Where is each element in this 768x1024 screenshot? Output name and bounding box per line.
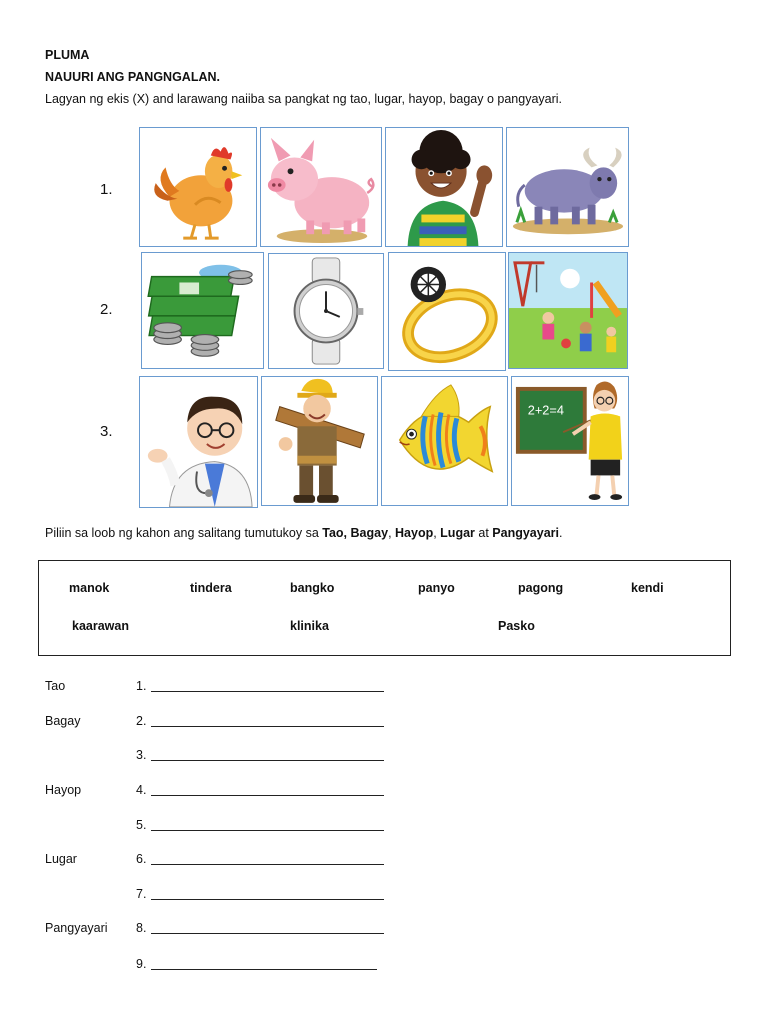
ring-picture[interactable] [388, 252, 506, 371]
chicken-icon [140, 128, 256, 246]
instruction-2-sep-3: at [474, 526, 493, 540]
instruction-2-sep-1: , [388, 526, 396, 540]
answer-blank[interactable] [151, 933, 384, 934]
boy-icon [386, 128, 502, 246]
answer-blank[interactable] [151, 899, 384, 900]
doctor-picture[interactable] [139, 376, 258, 508]
word-option: Pasko [498, 619, 535, 633]
wristwatch-icon [269, 254, 383, 368]
category-label-hayop: Hayop [45, 783, 82, 797]
chalkboard-equation: 2+2=4 [527, 402, 564, 418]
answer-blank[interactable] [151, 691, 384, 692]
instruction-2-prefix: Piliin sa loob ng kahon ang salitang tumutukoy sa [45, 526, 323, 540]
answer-row [136, 887, 384, 901]
answer-row [136, 783, 384, 797]
answer-blank[interactable] [151, 760, 384, 761]
instruction-2 [45, 526, 562, 540]
category-label-pangyayari: Pangyayari [45, 921, 108, 935]
category-label-tao: Tao [45, 679, 66, 693]
word-option: tindera [190, 581, 232, 595]
answer-number: 3. [136, 748, 147, 762]
word-option: panyo [418, 581, 455, 595]
answer-row [136, 748, 384, 762]
instruction-2-pangyayari: Pangyayari [492, 526, 559, 540]
category-label-bagay: Bagay [45, 714, 81, 728]
instruction-2-sep-2: , [433, 526, 441, 540]
instruction-text: Lagyan ng ekis (X) and larawang naiiba sa pangkat ng tao, lugar, hayop, bagay o pangyayari. [45, 92, 563, 106]
playground-icon [509, 253, 627, 368]
answer-row [136, 957, 377, 971]
category-label-lugar: Lugar [45, 852, 77, 866]
worksheet-title: PLUMA [45, 48, 90, 62]
word-option: manok [69, 581, 110, 595]
instruction-2-end: . [559, 526, 563, 540]
worksheet-subtitle: NAUURI ANG PANGNGALAN. [45, 70, 220, 84]
teacher-picture[interactable] [511, 376, 629, 506]
word-option: kaarawan [72, 619, 129, 633]
answer-number: 9. [136, 957, 147, 971]
answer-number: 7. [136, 887, 147, 901]
fish-picture[interactable] [381, 376, 508, 506]
playground-picture[interactable] [508, 252, 628, 369]
instruction-2-tao: Tao, [322, 526, 348, 540]
fish-icon [382, 377, 507, 505]
watch-picture[interactable] [268, 253, 384, 369]
word-option: pagong [518, 581, 564, 595]
teacher-icon [512, 377, 628, 505]
answer-number: 1. [136, 679, 147, 693]
word-box [38, 560, 731, 656]
answer-row [136, 714, 384, 728]
answer-blank[interactable] [151, 969, 377, 970]
row-number-2: 2. [100, 301, 113, 318]
answer-number: 5. [136, 818, 147, 832]
answer-blank[interactable] [151, 830, 384, 831]
answer-number: 4. [136, 783, 147, 797]
instruction-2-lugar: Lugar [440, 526, 475, 540]
carpenter-icon [262, 377, 377, 505]
money-picture[interactable] [141, 252, 264, 369]
row-number-3: 3. [100, 423, 113, 440]
answer-row [136, 679, 384, 693]
money-stack-icon [142, 253, 263, 368]
answer-row [136, 818, 384, 832]
pig-icon [261, 128, 381, 246]
boy-picture[interactable] [385, 127, 503, 247]
answer-row [136, 852, 384, 866]
row-number-1: 1. [100, 181, 113, 198]
answer-row [136, 921, 384, 935]
pig-picture[interactable] [260, 127, 382, 247]
answer-number: 2. [136, 714, 147, 728]
carabao-icon [507, 128, 628, 246]
answer-number: 8. [136, 921, 147, 935]
word-option: kendi [631, 581, 664, 595]
carpenter-picture[interactable] [261, 376, 378, 506]
answer-blank[interactable] [151, 726, 384, 727]
answer-blank[interactable] [151, 864, 384, 865]
doctor-icon [140, 377, 257, 507]
diamond-ring-icon [389, 253, 505, 370]
word-option: klinika [290, 619, 329, 633]
word-option: bangko [290, 581, 335, 595]
carabao-picture[interactable] [506, 127, 629, 247]
answer-blank[interactable] [151, 795, 384, 796]
instruction-2-bagay: Bagay [350, 526, 389, 540]
instruction-2-hayop: Hayop [395, 526, 434, 540]
answer-number: 6. [136, 852, 147, 866]
chicken-picture[interactable] [139, 127, 257, 247]
